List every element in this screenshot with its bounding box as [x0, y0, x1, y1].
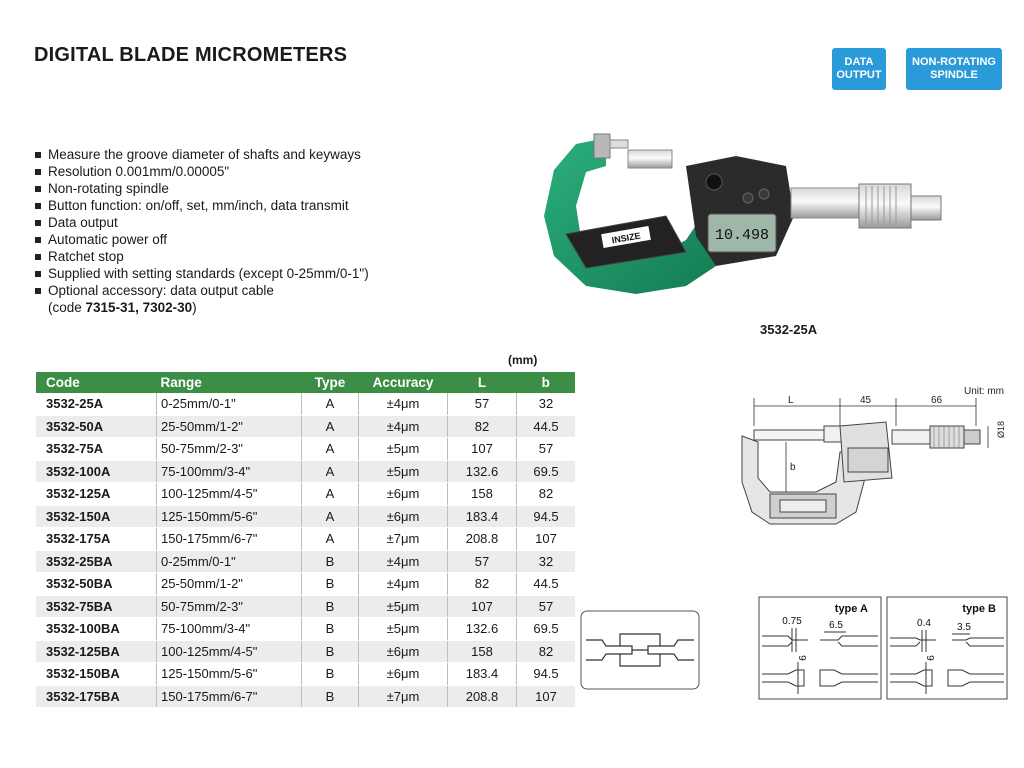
type-a-thickness: 0.75 [782, 616, 802, 627]
cell-code: 3532-25A [36, 393, 157, 415]
cell-code: 3532-175BA [36, 685, 157, 708]
cell-type: B [302, 663, 359, 686]
cell-code: 3532-125A [36, 483, 157, 506]
cell-code: 3532-125BA [36, 640, 157, 663]
cell-accuracy: ±4μm [359, 550, 448, 573]
table-row [36, 618, 575, 641]
badge-line: NON-ROTATING [912, 56, 996, 68]
product-caption: 3532-25A [760, 322, 818, 337]
cell-type: A [302, 393, 359, 415]
spindle-blade [610, 140, 628, 148]
cell-accuracy: ±4μm [359, 393, 448, 415]
spindle [628, 150, 672, 168]
dim-b: b [790, 462, 796, 473]
cell-type: B [302, 595, 359, 618]
cell-type: B [302, 685, 359, 708]
cell-accuracy: ±5μm [359, 460, 448, 483]
cell-code: 3532-75A [36, 438, 157, 461]
cell-l: 132.6 [448, 460, 517, 483]
cell-accuracy: ±5μm [359, 595, 448, 618]
cell-accuracy: ±6μm [359, 663, 448, 686]
cell-accuracy: ±7μm [359, 685, 448, 708]
cell-range: 0-25mm/0-1" [157, 393, 302, 415]
cell-l: 57 [448, 393, 517, 415]
cell-range: 125-150mm/5-6" [157, 505, 302, 528]
cell-code: 3532-50BA [36, 573, 157, 596]
cell-type: A [302, 460, 359, 483]
table-row [36, 415, 575, 438]
type-b-width: 6 [926, 655, 937, 661]
feature-item: Ratchet stop [34, 248, 369, 265]
cell-l: 107 [448, 595, 517, 618]
brand-text: INSIZE [611, 230, 642, 246]
cell-accuracy: ±5μm [359, 438, 448, 461]
dim-diameter: Ø18 [996, 420, 1006, 438]
table-row [36, 460, 575, 483]
col-header-b: b [517, 372, 576, 393]
col-header-code: Code [36, 372, 157, 393]
type-a-width: 6 [798, 655, 809, 661]
feature-item: Optional accessory: data output cable [34, 282, 369, 299]
cell-range: 75-100mm/3-4" [157, 460, 302, 483]
cell-b: 32 [517, 393, 576, 415]
cell-b: 94.5 [517, 505, 576, 528]
table-header-row [36, 372, 575, 393]
cell-code: 3532-50A [36, 415, 157, 438]
blade-sketch [580, 610, 700, 690]
cell-l: 158 [448, 483, 517, 506]
cell-b: 69.5 [517, 618, 576, 641]
cell-code: 3532-100A [36, 460, 157, 483]
cell-type: B [302, 550, 359, 573]
dim-45: 45 [860, 395, 872, 406]
cell-range: 50-75mm/2-3" [157, 595, 302, 618]
type-b-detail [886, 596, 1008, 700]
feature-item: Resolution 0.001mm/0.00005" [34, 163, 369, 180]
cell-code: 3532-175A [36, 528, 157, 551]
lcd-reading: 10.498 [714, 227, 770, 244]
cell-range: 100-125mm/4-5" [157, 640, 302, 663]
code-suffix: ) [192, 300, 197, 315]
anvil-blade [594, 134, 610, 158]
cell-range: 150-175mm/6-7" [157, 528, 302, 551]
clamp-knob [706, 174, 722, 190]
cell-b: 107 [517, 528, 576, 551]
feature-item: Automatic power off [34, 231, 369, 248]
cell-range: 125-150mm/5-6" [157, 663, 302, 686]
type-b-length: 3.5 [957, 622, 971, 633]
cell-type: A [302, 505, 359, 528]
table-row [36, 663, 575, 686]
badge-line: DATA [844, 56, 874, 68]
feature-code-line [34, 299, 369, 316]
table-row [36, 550, 575, 573]
cell-type: A [302, 438, 359, 461]
cell-l: 82 [448, 573, 517, 596]
spec-table [36, 372, 575, 708]
type-a-length: 6.5 [829, 620, 843, 631]
cell-range: 50-75mm/2-3" [157, 438, 302, 461]
cell-accuracy: ±6μm [359, 483, 448, 506]
table-unit: (mm) [508, 353, 538, 367]
table-row [36, 595, 575, 618]
cell-accuracy: ±6μm [359, 640, 448, 663]
cell-code: 3532-150BA [36, 663, 157, 686]
cell-type: A [302, 415, 359, 438]
cell-code: 3532-25BA [36, 550, 157, 573]
table-row [36, 393, 575, 415]
page-title: DIGITAL BLADE MICROMETERS [34, 44, 348, 66]
cell-accuracy: ±7μm [359, 528, 448, 551]
type-b-thickness: 0.4 [917, 618, 931, 629]
button-icon [759, 189, 769, 199]
cell-b: 94.5 [517, 663, 576, 686]
type-a-label: type A [834, 603, 868, 615]
cell-l: 183.4 [448, 663, 517, 686]
table-row [36, 573, 575, 596]
button-icon [743, 193, 753, 203]
cell-l: 183.4 [448, 505, 517, 528]
cell-b: 82 [517, 640, 576, 663]
cell-range: 25-50mm/1-2" [157, 573, 302, 596]
cell-b: 82 [517, 483, 576, 506]
feature-item: Measure the groove diameter of shafts and keyways [34, 146, 369, 163]
ratchet [911, 196, 941, 220]
col-header-type: Type [302, 372, 359, 393]
cell-l: 208.8 [448, 528, 517, 551]
cell-b: 57 [517, 438, 576, 461]
col-header-l: L [448, 372, 517, 393]
table-row [36, 483, 575, 506]
table-row [36, 528, 575, 551]
cell-range: 75-100mm/3-4" [157, 618, 302, 641]
badge-line: SPINDLE [930, 69, 978, 81]
cell-b: 107 [517, 685, 576, 708]
data-output-badge [832, 48, 886, 90]
cell-l: 82 [448, 415, 517, 438]
cell-range: 25-50mm/1-2" [157, 415, 302, 438]
col-header-range: Range [157, 372, 302, 393]
feature-item: Supplied with setting standards (except 0-25mm/0-1") [34, 265, 369, 282]
cell-b: 69.5 [517, 460, 576, 483]
micrometer-photo [536, 126, 946, 316]
cell-accuracy: ±6μm [359, 505, 448, 528]
badge-line: OUTPUT [836, 69, 882, 81]
cell-accuracy: ±5μm [359, 618, 448, 641]
cell-l: 208.8 [448, 685, 517, 708]
accessory-codes: 7315-31, 7302-30 [85, 300, 193, 315]
dimension-drawing [736, 382, 1016, 532]
sleeve [791, 188, 859, 218]
cell-range: 100-125mm/4-5" [157, 483, 302, 506]
cell-l: 57 [448, 550, 517, 573]
cell-type: B [302, 573, 359, 596]
non-rotating-spindle-badge [906, 48, 1002, 90]
cell-b: 44.5 [517, 573, 576, 596]
cell-range: 0-25mm/0-1" [157, 550, 302, 573]
cell-type: A [302, 483, 359, 506]
cell-l: 132.6 [448, 618, 517, 641]
cell-b: 57 [517, 595, 576, 618]
cell-code: 3532-150A [36, 505, 157, 528]
cell-l: 107 [448, 438, 517, 461]
cell-b: 44.5 [517, 415, 576, 438]
cell-type: B [302, 618, 359, 641]
thimble [859, 184, 911, 228]
dim-l: L [788, 395, 794, 406]
cell-type: A [302, 528, 359, 551]
dim-66: 66 [931, 395, 943, 406]
table-row [36, 640, 575, 663]
feature-item: Data output [34, 214, 369, 231]
table-row [36, 505, 575, 528]
cell-accuracy: ±4μm [359, 573, 448, 596]
col-header-accuracy: Accuracy [359, 372, 448, 393]
cell-code: 3532-75BA [36, 595, 157, 618]
cell-type: B [302, 640, 359, 663]
type-b-label: type B [962, 603, 996, 615]
unit-label: Unit: mm [964, 386, 1004, 397]
cell-accuracy: ±4μm [359, 415, 448, 438]
cell-code: 3532-100BA [36, 618, 157, 641]
table-row [36, 438, 575, 461]
feature-list [34, 146, 369, 316]
feature-item: Non-rotating spindle [34, 180, 369, 197]
type-a-detail [758, 596, 882, 700]
cell-range: 150-175mm/6-7" [157, 685, 302, 708]
cell-b: 32 [517, 550, 576, 573]
code-prefix: (code [48, 300, 86, 315]
cell-l: 158 [448, 640, 517, 663]
table-body [36, 393, 575, 708]
feature-item: Button function: on/off, set, mm/inch, data transmit [34, 197, 369, 214]
table-row [36, 685, 575, 708]
